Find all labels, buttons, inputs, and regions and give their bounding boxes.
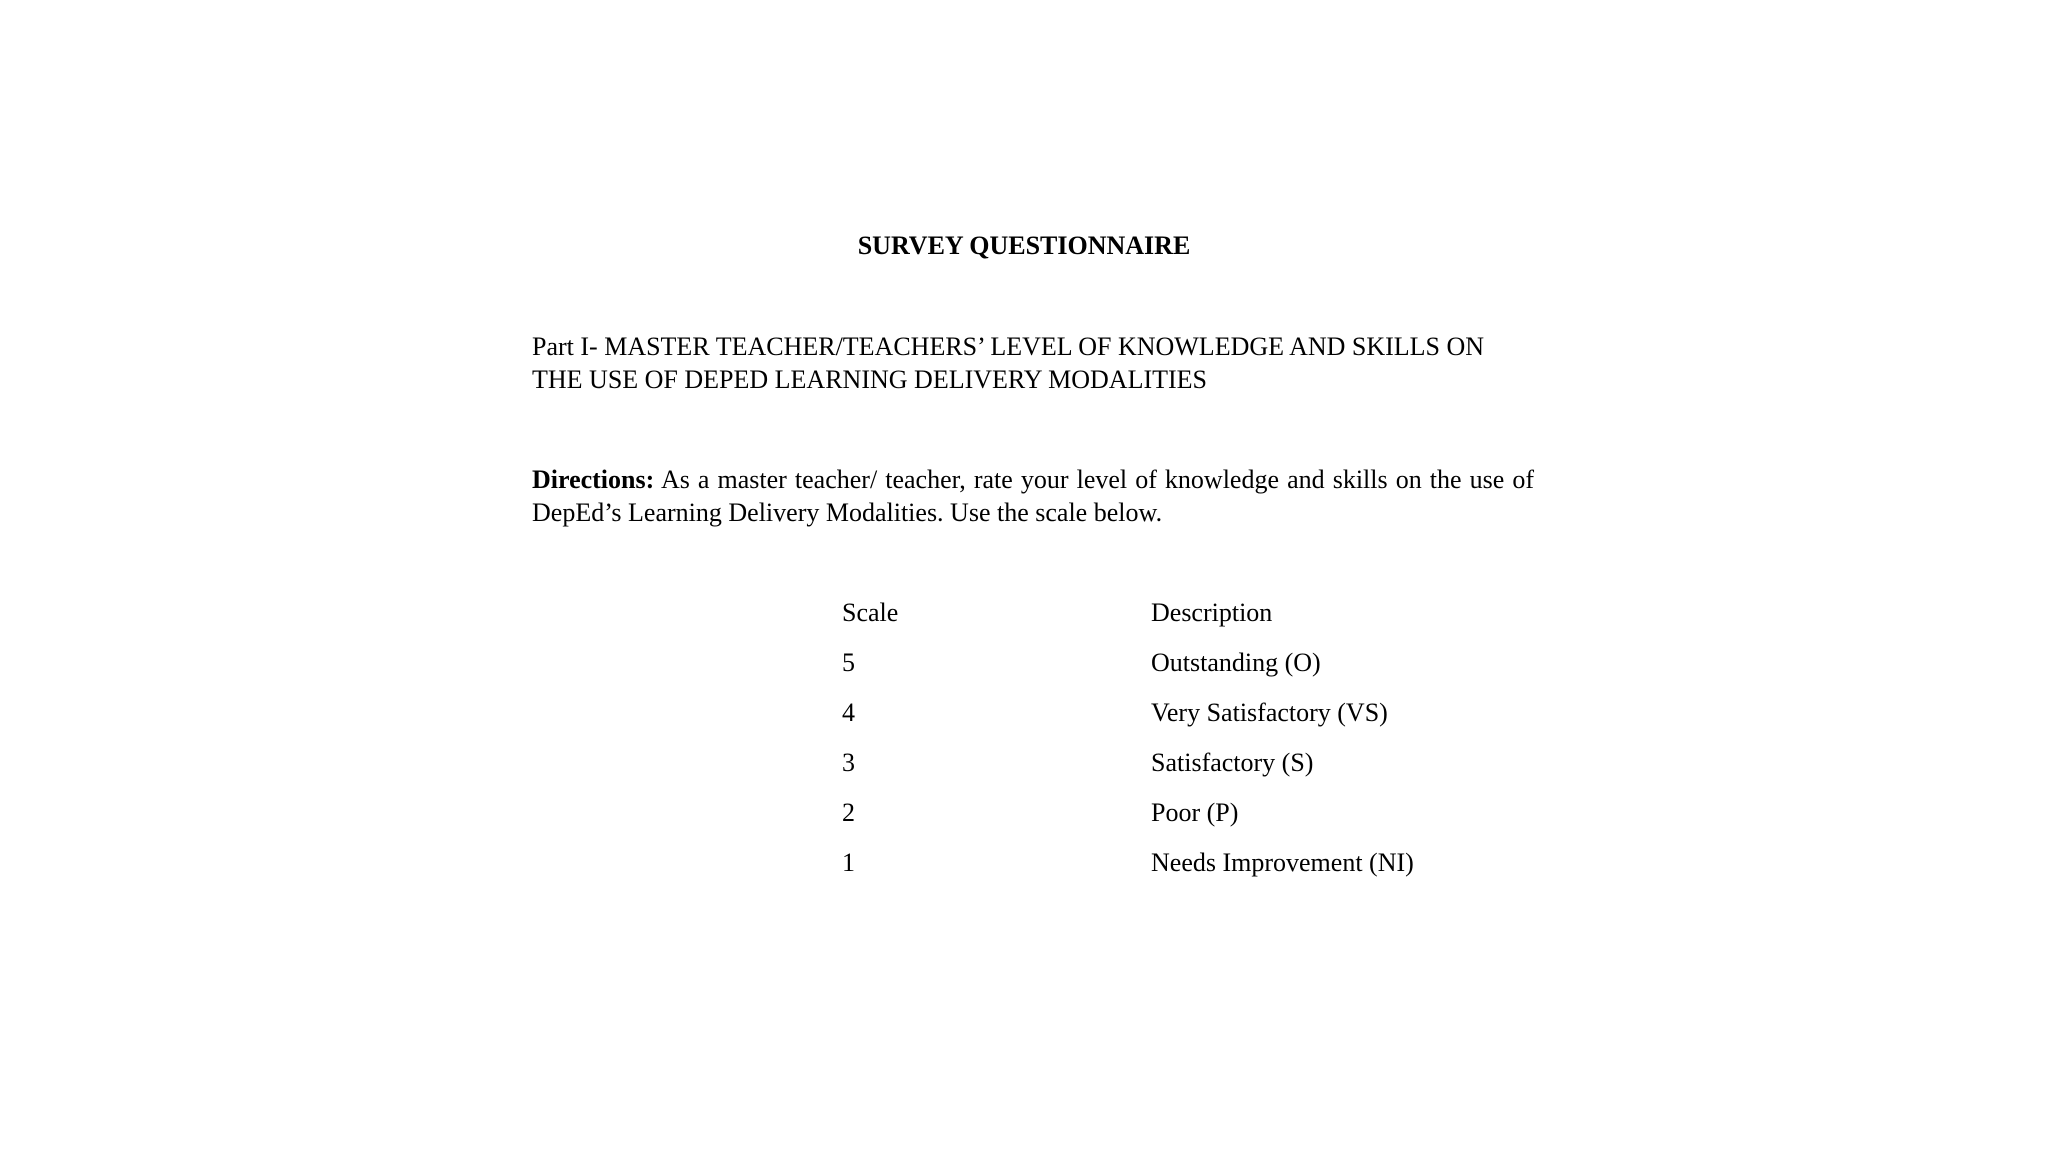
table-row [842,646,1442,696]
scale-description: Outstanding (O) [1151,648,1321,677]
scale-header: Scale [842,598,899,627]
table-row [842,696,1442,746]
directions-paragraph [532,463,1534,529]
scale-description: Very Satisfactory (VS) [1151,698,1388,727]
scale-value: 4 [842,698,855,727]
scale-table-header [842,596,1442,646]
scale-value: 5 [842,648,855,677]
scale-table [842,596,1442,896]
table-row [842,846,1442,896]
table-row [842,796,1442,846]
part-heading: Part I- MASTER TEACHER/TEACHERS’ LEVEL OF KNOWLEDGE AND SKILLS ON THE USE OF DEPED LEARNING DELIVERY MODALITIES [532,332,1485,394]
scale-description: Needs Improvement (NI) [1151,848,1414,877]
scale-value: 2 [842,798,855,827]
directions-label: Directions: [532,465,655,494]
scale-value: 1 [842,848,855,877]
description-header: Description [1151,598,1273,627]
document-title: SURVEY QUESTIONNAIRE [857,231,1191,260]
scale-description: Satisfactory (S) [1151,748,1314,777]
directions-text: As a master teacher/ teacher, rate your level of knowledge and skills on the use of DepEd’s Learning Delivery Modalities. Use the scale below. [532,465,1534,527]
scale-value: 3 [842,748,855,777]
table-row [842,746,1442,796]
scale-description: Poor (P) [1151,798,1239,827]
